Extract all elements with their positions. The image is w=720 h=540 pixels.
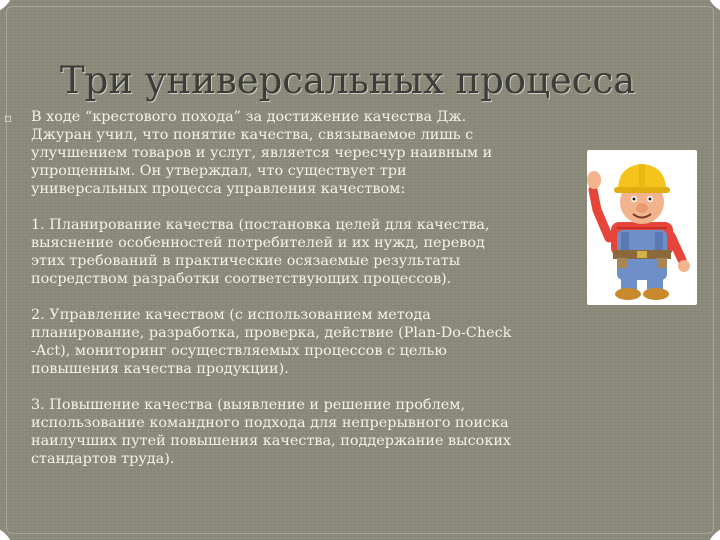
slide-title: Три универсальных процесса — [60, 59, 636, 102]
process-item-planning: 1. Планирование качества (постановка целей для качества, выяснение особенностей потребителей и их нужд, перевод этих требований в практические осязаемые результаты посредством разработки соответствующих процессов). — [31, 217, 490, 287]
builder-illustration — [587, 150, 697, 305]
corner-cutout — [0, 526, 14, 540]
process-item-improvement: 3. Повышение качества (выявление и решение проблем, использование командного подхода для непрерывного поиска наилучших путей повышения качества, поддержание высоких стандартов труда). — [31, 397, 512, 467]
corner-cutout — [706, 526, 720, 540]
corner-cutout — [706, 0, 720, 14]
intro-paragraph: В ходе “крестового похода” за достижение качества Дж. Джуран учил, что понятие качества, связываемое лишь с улучшением товаров и услуг, является чересчур наивным и упрощенным. Он утверждал, что существует три универсальных процесса управления качеством: — [31, 109, 493, 197]
corner-cutout — [0, 0, 14, 14]
bullet-icon: ▫ — [4, 111, 13, 125]
builder-character-icon — [587, 150, 697, 305]
slide-body — [31, 108, 611, 468]
process-item-control: 2. Управление качеством (с использованием метода планирование, разработка, проверка, действие (Plan-Do-Check -Act), мониторинг осуществляемых процессов с целью повышения качества продукции). — [31, 307, 512, 377]
